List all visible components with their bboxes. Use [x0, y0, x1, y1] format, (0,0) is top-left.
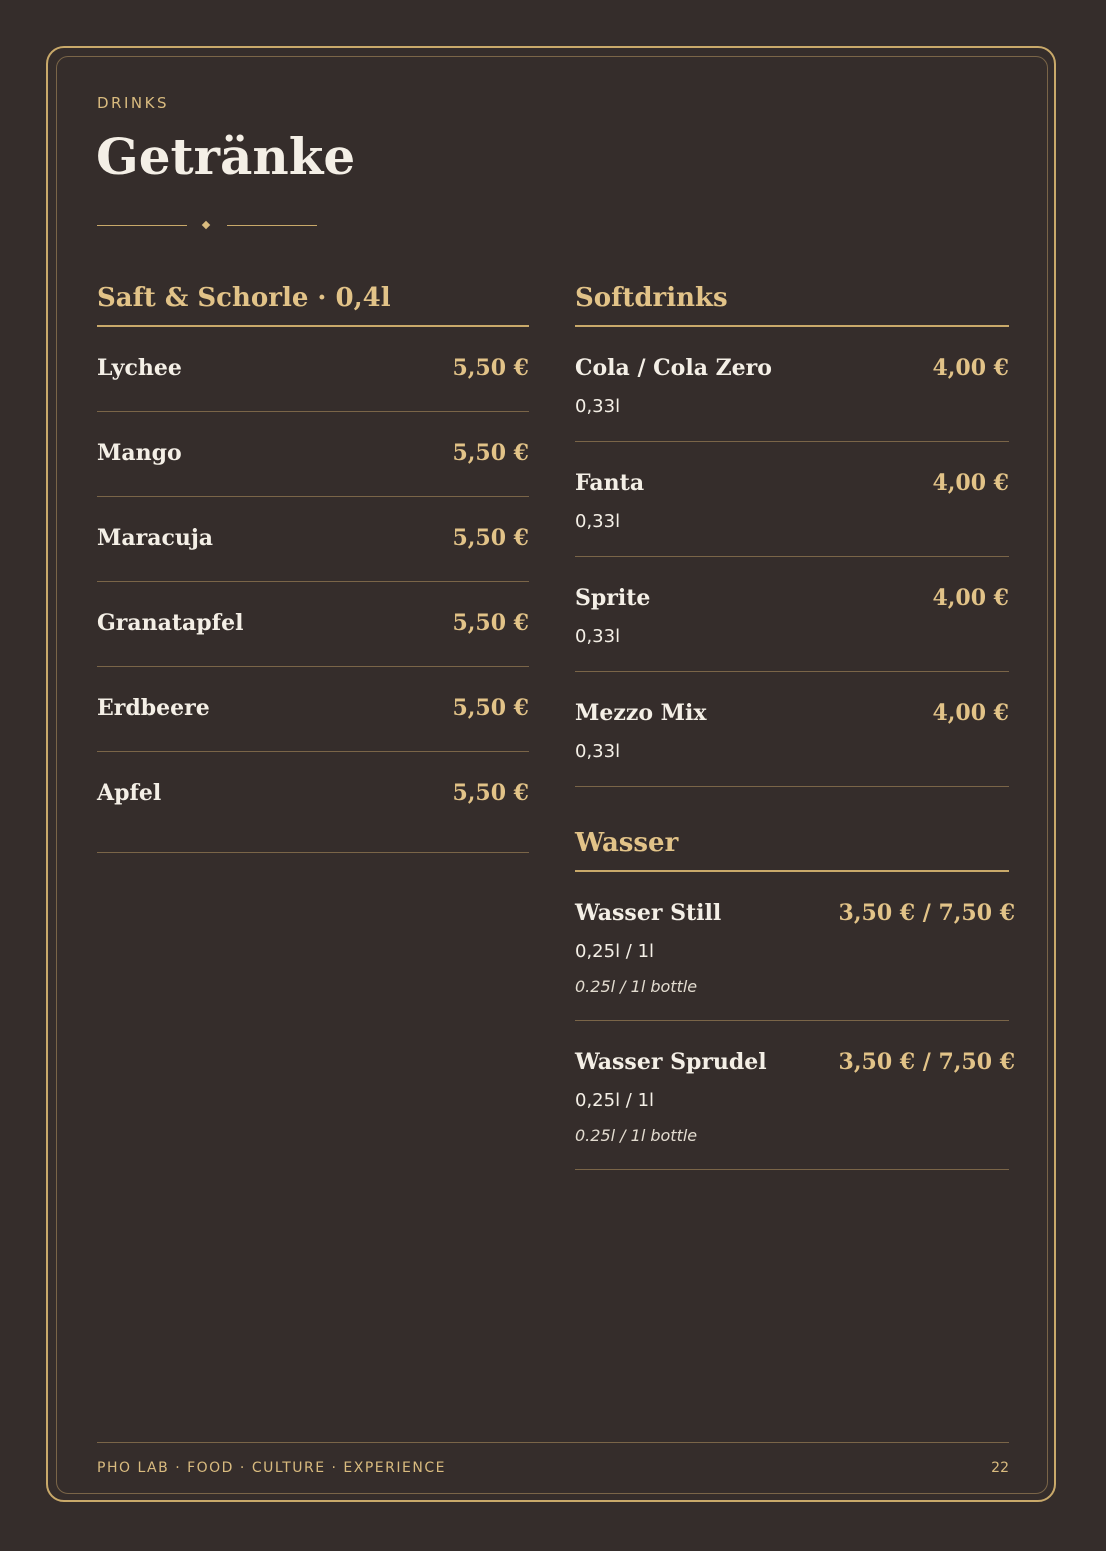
item-size: 0,33l: [575, 396, 621, 417]
section-spacer: [575, 787, 1009, 825]
menu-item: [97, 582, 529, 667]
footer-divider: [97, 1442, 1009, 1443]
menu-item: [97, 412, 529, 497]
item-price: 5,50 €: [452, 695, 529, 721]
page-number: 22: [991, 1460, 1009, 1476]
item-name: Granatapfel: [97, 610, 244, 636]
item-name: Mezzo Mix: [575, 700, 707, 726]
section-title-wasser: Wasser: [575, 825, 1009, 872]
eyebrow-label: DRINKS: [97, 94, 169, 112]
menu-item: [97, 667, 529, 752]
item-name: Maracuja: [97, 525, 214, 551]
item-price: 5,50 €: [452, 355, 529, 381]
menu-item: [575, 672, 1009, 787]
item-price: 4,00 €: [932, 470, 1009, 496]
item-name: Wasser Sprudel: [575, 1049, 767, 1075]
item-note: 0.25l / 1l bottle: [575, 977, 698, 996]
item-size: 0,33l: [575, 741, 621, 762]
item-price: 3,50 € / 7,50 €: [838, 1049, 1015, 1075]
item-name: Apfel: [97, 780, 162, 806]
menu-item: [575, 872, 1015, 1021]
item-name: Cola / Cola Zero: [575, 355, 772, 381]
menu-item: [97, 327, 529, 412]
diamond-icon: [202, 221, 210, 229]
page-title: Getränke: [96, 127, 356, 186]
menu-item: [97, 497, 529, 582]
item-name: Sprite: [575, 585, 651, 611]
menu-item: [575, 327, 1009, 442]
item-price: 3,50 € / 7,50 €: [838, 900, 1015, 926]
item-name: Lychee: [97, 355, 182, 381]
item-price: 4,00 €: [932, 700, 1009, 726]
item-size: 0,25l / 1l: [575, 1090, 655, 1111]
item-size: 0,25l / 1l: [575, 941, 655, 962]
menu-item: [575, 1021, 1015, 1170]
menu-item: [575, 557, 1009, 672]
section-title-softdrinks: Softdrinks: [575, 280, 1009, 327]
item-price: 5,50 €: [452, 525, 529, 551]
item-name: Wasser Still: [575, 900, 722, 926]
item-name: Mango: [97, 440, 182, 466]
right-column: [575, 280, 1015, 1170]
item-price: 4,00 €: [932, 355, 1009, 381]
left-column: [97, 280, 529, 853]
footer-brand: PHO LAB · FOOD · CULTURE · EXPERIENCE: [97, 1460, 446, 1476]
ornament-line-left: [97, 225, 187, 226]
section-title-saft-schorle: Saft & Schorle · 0,4l: [97, 280, 529, 327]
menu-item: [575, 442, 1009, 557]
menu-item: [97, 752, 529, 853]
item-price: 4,00 €: [932, 585, 1009, 611]
item-size: 0,33l: [575, 511, 621, 532]
item-price: 5,50 €: [452, 610, 529, 636]
item-note: 0.25l / 1l bottle: [575, 1126, 698, 1145]
item-name: Fanta: [575, 470, 645, 496]
item-price: 5,50 €: [452, 440, 529, 466]
title-ornament: [97, 218, 317, 232]
item-name: Erdbeere: [97, 695, 210, 721]
item-price: 5,50 €: [452, 780, 529, 806]
ornament-line-right: [227, 225, 317, 226]
item-size: 0,33l: [575, 626, 621, 647]
